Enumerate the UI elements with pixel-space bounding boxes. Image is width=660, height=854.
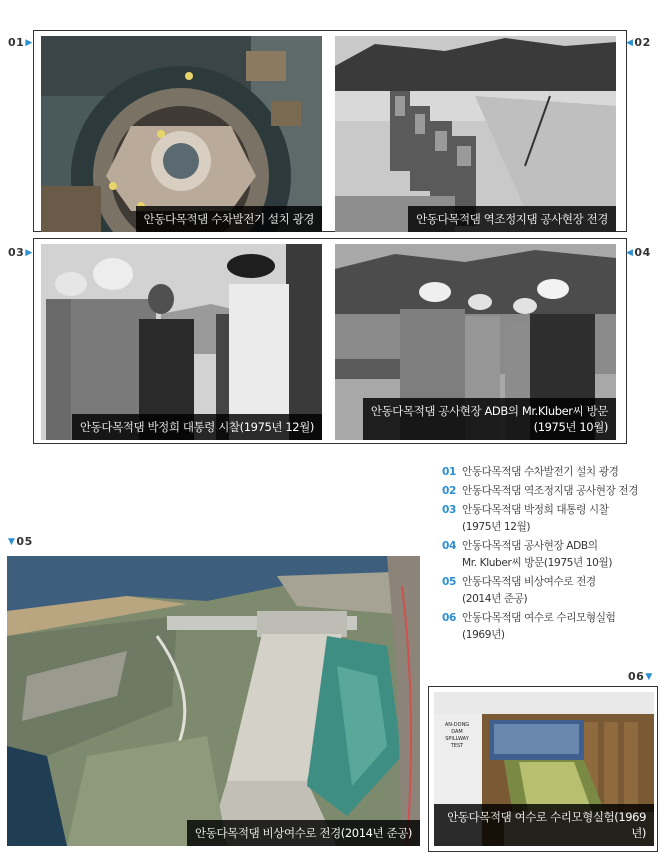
photo-number-01: 01 ▶ xyxy=(8,36,33,49)
photo-01-turbine-image xyxy=(41,36,322,232)
photo-04 xyxy=(335,244,616,440)
photo-06 xyxy=(434,692,654,846)
legend-item-04: 04 안동다목적댐 공사현장 ADB의 Mr. Kluber씨 방문(1975년 10월) xyxy=(442,540,613,569)
photo-legend xyxy=(442,464,658,646)
arrow-left-icon: ◀ xyxy=(626,247,634,258)
photo-04-caption: 안동다목적댐 공사현장 ADB의 Mr.Kluber씨 방문 (1975년 10월) xyxy=(363,398,616,440)
photo-05-spillway-aerial-image xyxy=(7,556,420,846)
legend-item-01: 01 안동다목적댐 수차발전기 설치 광경 xyxy=(442,466,619,478)
photo-01 xyxy=(41,36,322,232)
photo-03-inspection-image xyxy=(41,244,322,440)
photo-02-caption: 안동다목적댐 역조정지댐 공사현장 전경 xyxy=(408,206,616,232)
legend-item-06: 06 안동다목적댐 여수로 수리모형실험 (1969년) xyxy=(442,612,616,641)
photo-03-caption: 안동다목적댐 박정희 대통령 시찰(1975년 12월) xyxy=(72,414,322,440)
photo-03 xyxy=(41,244,322,440)
legend-item-02: 02 안동다목적댐 역조정지댐 공사현장 전경 xyxy=(442,485,639,497)
photo-05-caption: 안동다목적댐 비상여수로 전경(2014년 준공) xyxy=(187,820,420,846)
arrow-right-icon: ▶ xyxy=(25,247,33,258)
arrow-down-icon: ▼ xyxy=(645,671,653,682)
photo-01-caption: 안동다목적댐 수차발전기 설치 광경 xyxy=(136,206,322,232)
photo-number-04: ◀ 04 xyxy=(626,246,651,259)
legend-item-05: 05 안동다목적댐 비상여수로 전경 (2014년 준공) xyxy=(442,576,596,605)
arrow-left-icon: ◀ xyxy=(626,37,634,48)
photo-number-06: 06 ▼ xyxy=(628,670,653,683)
photo-number-05: ▼ 05 xyxy=(8,535,33,548)
photo-06-caption: 안동다목적댐 여수로 수리모형실험(1969년) xyxy=(434,804,654,846)
legend-item-03: 03 안동다목적댐 박정희 대통령 시찰 (1975년 12월) xyxy=(442,504,609,533)
photo-number-03: 03 ▶ xyxy=(8,246,33,259)
model-test-sign: AN-DONG DAM SPILLWAY TEST xyxy=(444,722,470,749)
photo-02 xyxy=(335,36,616,232)
photo-05 xyxy=(7,556,420,846)
photo-number-02: ◀ 02 xyxy=(626,36,651,49)
arrow-right-icon: ▶ xyxy=(25,37,33,48)
arrow-down-icon: ▼ xyxy=(8,536,16,547)
photo-02-dam-construction-image xyxy=(335,36,616,232)
